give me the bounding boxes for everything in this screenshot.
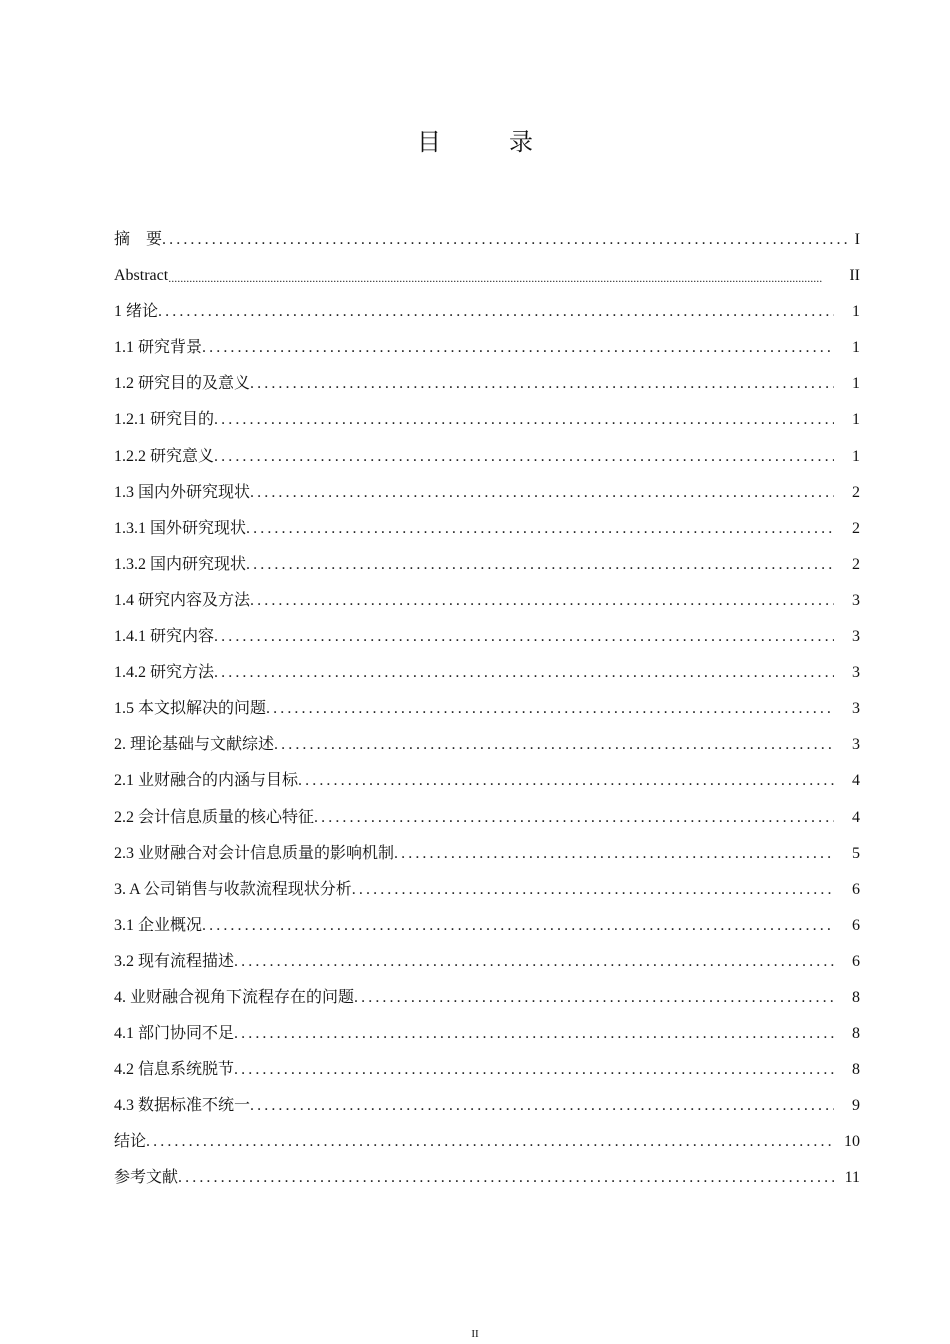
toc-entry[interactable]	[114, 1152, 860, 1188]
toc-entry[interactable]	[114, 467, 860, 503]
toc-entry-page: 5	[852, 844, 860, 862]
toc-entry[interactable]	[114, 1008, 860, 1044]
toc-entry[interactable]	[114, 683, 860, 719]
toc-leader-dots	[394, 844, 834, 864]
toc-leader-dots	[234, 952, 834, 972]
toc-entry[interactable]	[114, 210, 860, 250]
toc-entry-label: 2.2 会计信息质量的核心特征	[114, 808, 315, 826]
table-of-contents	[114, 210, 860, 1188]
toc-entry-page: 9	[852, 1097, 860, 1115]
toc-entry-label: 1.2 研究目的及意义	[114, 375, 251, 393]
toc-entry[interactable]	[114, 539, 860, 575]
toc-entry[interactable]	[114, 503, 860, 539]
toc-entry-page: 2	[852, 555, 860, 573]
toc-entry-label: 1.2.2 研究意义	[114, 447, 215, 465]
toc-leader-dots	[202, 916, 834, 936]
toc-entry-label: 1 绪论	[114, 303, 159, 321]
toc-entry-page: 6	[852, 952, 860, 970]
toc-entry[interactable]	[114, 575, 860, 611]
toc-entry[interactable]	[114, 791, 860, 827]
toc-entry-label: 1.2.1 研究目的	[114, 411, 215, 429]
toc-leader-dots	[158, 302, 834, 322]
toc-entry-page: 8	[852, 1025, 860, 1043]
toc-entry[interactable]	[114, 1080, 860, 1116]
toc-leader-dots	[250, 483, 834, 503]
toc-leader-dots	[352, 880, 834, 900]
toc-entry-page: 1	[852, 303, 860, 321]
toc-leader-dots	[298, 771, 834, 791]
toc-entry-label: 结论	[114, 1133, 147, 1151]
toc-entry-page: 4	[852, 808, 860, 826]
toc-entry-label: 4.2 信息系统脱节	[114, 1061, 235, 1079]
toc-entry-label: 3.1 企业概况	[114, 916, 203, 934]
toc-entry-page: 2	[852, 483, 860, 501]
toc-leader-dots	[146, 1132, 834, 1152]
toc-leader-dots	[250, 374, 834, 394]
toc-entry-label: 4.1 部门协同不足	[114, 1025, 235, 1043]
toc-entry-label: 1.3 国内外研究现状	[114, 483, 251, 501]
toc-entry-label: 2.3 业财融合对会计信息质量的影响机制	[114, 844, 395, 862]
toc-leader-dots	[214, 627, 834, 647]
toc-leader-dots	[250, 591, 834, 611]
toc-leader-dots	[178, 1168, 834, 1188]
toc-leader-dots	[246, 519, 834, 539]
toc-entry-label: 1.4.2 研究方法	[114, 664, 215, 682]
toc-entry-page: 8	[852, 988, 860, 1006]
toc-entry[interactable]	[114, 936, 860, 972]
toc-entry-label: 2.1 业财融合的内涵与目标	[114, 772, 299, 790]
toc-entry[interactable]	[114, 828, 860, 864]
toc-leader-dots	[274, 735, 834, 755]
toc-leader-dots	[162, 230, 851, 250]
toc-entry-label: 1.1 研究背景	[114, 339, 203, 357]
toc-entry[interactable]	[114, 286, 860, 322]
toc-entry-page: 3	[852, 591, 860, 609]
toc-entry-page: 3	[852, 736, 860, 754]
toc-entry-page: 6	[852, 880, 860, 898]
page-number: II	[471, 1328, 479, 1340]
toc-title: 目 录	[417, 128, 555, 156]
toc-entry-page: I	[854, 231, 860, 248]
toc-leader-dots	[234, 1024, 834, 1044]
toc-entry-label: 摘 要	[114, 231, 163, 248]
toc-entry-page: 3	[852, 664, 860, 682]
toc-leader-dots	[214, 447, 834, 467]
toc-entry[interactable]	[114, 250, 860, 286]
toc-entry-page: 1	[852, 339, 860, 357]
toc-entry[interactable]	[114, 755, 860, 791]
toc-leader-dots	[266, 699, 834, 719]
toc-entry-label: Abstract	[114, 267, 169, 285]
toc-entry-label: 参考文献	[114, 1169, 179, 1187]
toc-leader-dots	[168, 270, 834, 286]
toc-entry[interactable]	[114, 611, 860, 647]
toc-entry-label: 1.4 研究内容及方法	[114, 591, 251, 609]
toc-entry[interactable]	[114, 647, 860, 683]
toc-entry[interactable]	[114, 394, 860, 430]
toc-leader-dots	[250, 1096, 834, 1116]
toc-entry[interactable]	[114, 358, 860, 394]
toc-entry[interactable]	[114, 430, 860, 466]
toc-leader-dots	[246, 555, 834, 575]
toc-entry-label: 3. A 公司销售与收款流程现状分析	[114, 880, 352, 898]
toc-leader-dots	[214, 410, 834, 430]
toc-entry[interactable]	[114, 900, 860, 936]
toc-entry[interactable]	[114, 1116, 860, 1152]
toc-leader-dots	[214, 663, 834, 683]
toc-entry[interactable]	[114, 1044, 860, 1080]
toc-entry-page: 2	[852, 519, 860, 537]
toc-entry[interactable]	[114, 719, 860, 755]
toc-entry[interactable]	[114, 864, 860, 900]
toc-entry-label: 4.3 数据标准不统一	[114, 1097, 251, 1115]
toc-entry-label: 1.3.1 国外研究现状	[114, 519, 247, 537]
toc-entry-label: 1.4.1 研究内容	[114, 628, 215, 646]
toc-entry-label: 3.2 现有流程描述	[114, 952, 235, 970]
toc-entry-page: 10	[844, 1133, 860, 1151]
toc-entry-page: 6	[852, 916, 860, 934]
toc-leader-dots	[202, 338, 834, 358]
toc-entry-label: 1.5 本文拟解决的问题	[114, 700, 267, 718]
toc-entry-label: 1.3.2 国内研究现状	[114, 555, 247, 573]
toc-leader-dots	[314, 808, 834, 828]
toc-entry-page: 1	[852, 375, 860, 393]
toc-entry-page: 3	[852, 628, 860, 646]
toc-entry-page: 8	[852, 1061, 860, 1079]
toc-entry[interactable]	[114, 972, 860, 1008]
toc-entry-page: 1	[852, 447, 860, 465]
toc-entry-page: 3	[852, 700, 860, 718]
toc-entry-label: 2. 理论基础与文献综述	[114, 736, 275, 754]
toc-entry-page: II	[849, 267, 860, 285]
toc-leader-dots	[354, 988, 834, 1008]
toc-entry[interactable]	[114, 322, 860, 358]
toc-entry-label: 4. 业财融合视角下流程存在的问题	[114, 988, 355, 1006]
toc-entry-page: 11	[844, 1169, 860, 1187]
toc-entry-page: 1	[852, 411, 860, 429]
toc-leader-dots	[234, 1060, 834, 1080]
toc-entry-page: 4	[852, 772, 860, 790]
